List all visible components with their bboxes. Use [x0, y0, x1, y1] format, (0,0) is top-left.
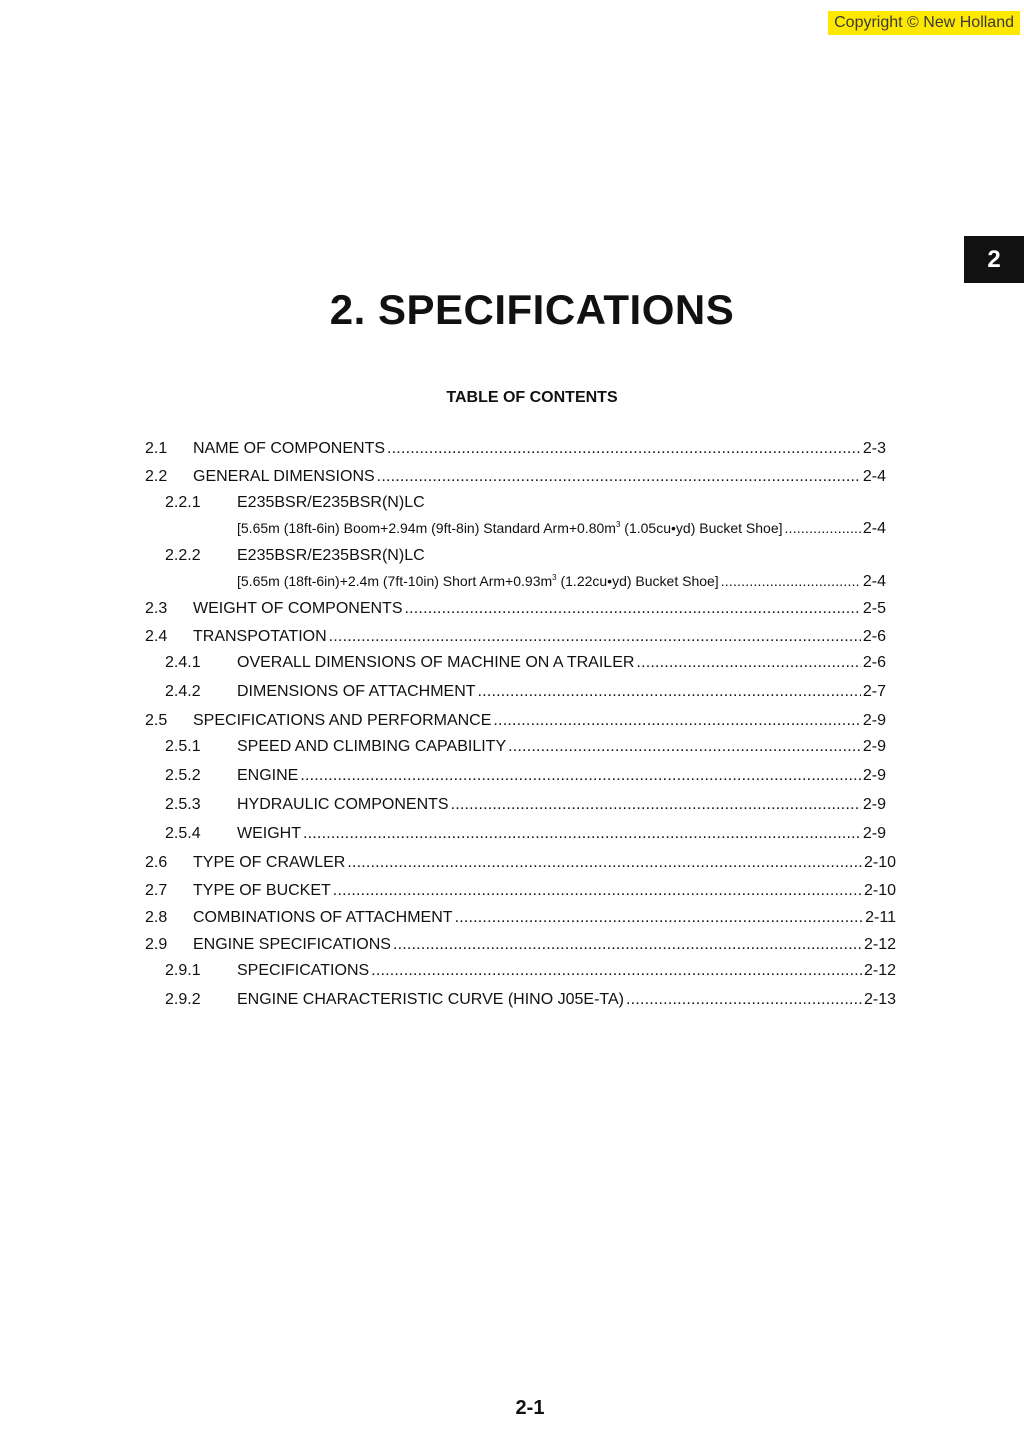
toc-title: WEIGHT OF COMPONENTS	[193, 600, 403, 617]
toc-title: TYPE OF BUCKET	[193, 882, 331, 899]
toc-entry-2-4-1[interactable]	[165, 652, 886, 674]
toc-title: ENGINE CHARACTERISTIC CURVE (HINO J05E-TA)	[237, 991, 625, 1008]
toc-title: COMBINATIONS OF ATTACHMENT	[193, 909, 453, 926]
toc-entry-2-4[interactable]	[145, 626, 886, 648]
toc-number: 2.9	[145, 936, 168, 953]
toc-title: GENERAL DIMENSIONS	[193, 468, 375, 485]
toc-number: 2.5.1	[165, 738, 201, 755]
page-number: 2-1	[515, 1397, 545, 1419]
chapter-tab: 2	[964, 236, 1024, 283]
toc-number-2-2-2: 2.2.2	[165, 547, 201, 564]
toc-title: ENGINE SPECIFICATIONS	[193, 936, 391, 953]
toc-number: 2.5.3	[165, 796, 201, 813]
toc-title: DIMENSIONS OF ATTACHMENT	[237, 683, 476, 700]
toc-number: 2.4.1	[165, 654, 201, 671]
toc-page: 2-7	[862, 683, 886, 700]
toc-title: SPEED AND CLIMBING CAPABILITY	[237, 738, 507, 755]
toc-number: 2.8	[145, 909, 168, 926]
toc-title: HYDRAULIC COMPONENTS	[237, 796, 449, 813]
toc-entry-2-9-2[interactable]	[165, 989, 896, 1011]
leader-dots	[387, 438, 861, 460]
leader-dots	[303, 823, 861, 845]
toc-entry-2-2-2-detail[interactable]	[237, 570, 886, 592]
toc-title-2-2-2[interactable]: E235BSR/E235BSR(N)LC	[237, 547, 425, 564]
toc-entry-2-3[interactable]	[145, 598, 886, 620]
toc-entry-2-5-2[interactable]	[165, 765, 886, 787]
toc-title: SPECIFICATIONS AND PERFORMANCE	[193, 712, 492, 729]
toc-page: 2-4	[862, 573, 886, 590]
leader-dots	[455, 907, 864, 929]
leader-dots	[329, 626, 861, 648]
toc-number: 2.1	[145, 440, 168, 457]
toc-number: 2.6	[145, 854, 168, 871]
toc-page: 2-3	[862, 440, 886, 457]
leader-dots	[508, 736, 861, 758]
leader-dots	[347, 852, 862, 874]
leader-dots	[393, 934, 862, 956]
toc-detail: [5.65m (18ft-6in) Boom+2.94m (9ft-8in) Standard $Arm+0.80m^3$ (1.05cu•yd) Bucket Shoe]	[237, 520, 783, 536]
leader-dots	[451, 794, 861, 816]
leader-dots	[333, 880, 862, 902]
leader-dots	[721, 570, 861, 592]
toc-number: 2.7	[145, 882, 168, 899]
toc-page: 2-9	[862, 738, 886, 755]
toc-title: TYPE OF CRAWLER	[193, 854, 346, 871]
copyright-label: Copyright © New Holland	[828, 11, 1020, 35]
toc-number: 2.4.2	[165, 683, 201, 700]
toc-entry-2-2-1-detail[interactable]	[237, 517, 886, 539]
toc-entry-2-4-2[interactable]	[165, 681, 886, 703]
toc-page: 2-4	[862, 468, 886, 485]
toc-number: 2.5	[145, 712, 168, 729]
page-title: 2. SPECIFICATIONS	[329, 286, 735, 333]
toc-page: 2-12	[863, 962, 896, 979]
leader-dots	[626, 989, 862, 1011]
toc-title: TRANSPOTATION	[193, 628, 327, 645]
toc-number: 2.4	[145, 628, 168, 645]
toc-title: OVERALL DIMENSIONS OF MACHINE ON A TRAILER	[237, 654, 635, 671]
toc-entry-2-5[interactable]	[145, 710, 886, 732]
toc-number: 2.5.4	[165, 825, 201, 842]
toc-page: 2-10	[863, 854, 896, 871]
toc-entry-2-8[interactable]	[145, 907, 896, 929]
toc-entry-2-9[interactable]	[145, 934, 896, 956]
toc-page: 2-6	[862, 654, 886, 671]
toc-number: 2.3	[145, 600, 168, 617]
toc-number: 2.9.2	[165, 991, 201, 1008]
toc-page: 2-9	[862, 712, 886, 729]
toc-page: 2-4	[862, 520, 886, 537]
leader-dots	[493, 710, 860, 732]
toc-page: 2-6	[862, 628, 886, 645]
toc-heading: TABLE OF CONTENTS	[446, 389, 618, 406]
toc-number-2-2-1: 2.2.1	[165, 494, 201, 511]
toc-title: WEIGHT	[237, 825, 301, 842]
leader-dots	[636, 652, 860, 674]
toc-page: 2-12	[863, 936, 896, 953]
toc-page: 2-13	[863, 991, 896, 1008]
leader-dots	[300, 765, 861, 787]
toc-number: 2.2	[145, 468, 168, 485]
toc-title-2-2-1[interactable]: E235BSR/E235BSR(N)LC	[237, 494, 425, 511]
toc-page: 2-9	[862, 767, 886, 784]
toc-page: 2-10	[863, 882, 896, 899]
toc-entry-2-5-4[interactable]	[165, 823, 886, 845]
leader-dots	[371, 960, 862, 982]
toc-entry-2-2[interactable]	[145, 466, 886, 488]
toc-number: 2.5.2	[165, 767, 201, 784]
toc-page: 2-5	[862, 600, 886, 617]
toc-entry-2-7[interactable]	[145, 880, 896, 902]
toc-page: 2-9	[862, 796, 886, 813]
leader-dots	[785, 517, 861, 539]
toc-number: 2.9.1	[165, 962, 201, 979]
leader-dots	[404, 598, 860, 620]
toc-entry-2-5-1[interactable]	[165, 736, 886, 758]
leader-dots	[377, 466, 861, 488]
leader-dots	[478, 681, 861, 703]
toc-entry-2-9-1[interactable]	[165, 960, 896, 982]
toc-page: 2-9	[862, 825, 886, 842]
toc-entry-2-6[interactable]	[145, 852, 896, 874]
toc-title: SPECIFICATIONS	[237, 962, 370, 979]
toc-title: ENGINE	[237, 767, 299, 784]
toc-entry-2-1[interactable]	[145, 438, 886, 460]
toc-detail: [5.65m (18ft-6in)+2.4m (7ft-10in) Short $Arm+0.93m^3$ (1.22cu•yd) Bucket Shoe]	[237, 573, 719, 589]
toc-title: NAME OF COMPONENTS	[193, 440, 386, 457]
toc-entry-2-5-3[interactable]	[165, 794, 886, 816]
toc-page: 2-11	[865, 909, 896, 926]
